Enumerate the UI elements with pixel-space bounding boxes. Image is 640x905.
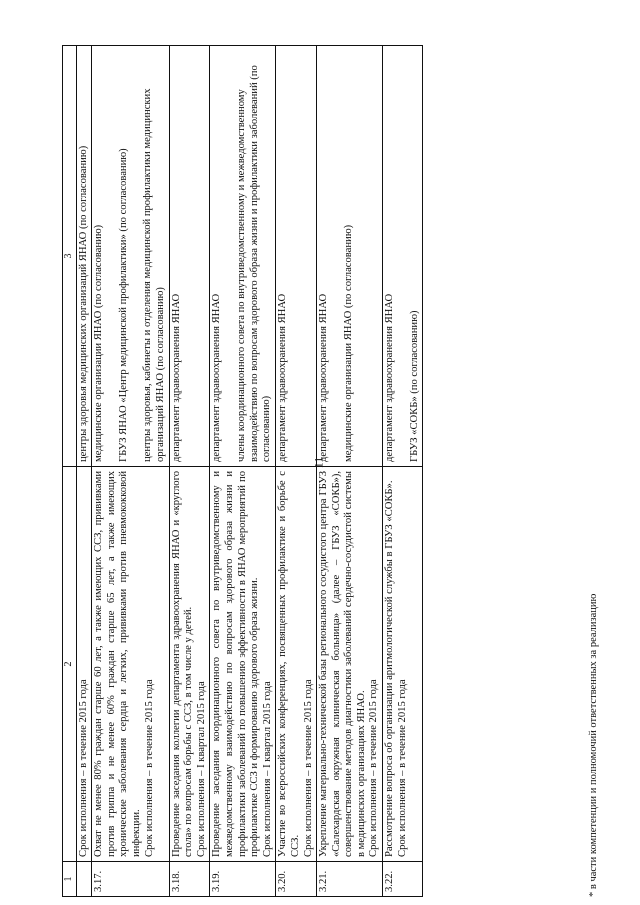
responsible-entry: центры здоровья медицинских организаций ЯНАО (по согласованию) bbox=[77, 145, 89, 462]
measure-description bbox=[76, 467, 92, 862]
page-number: 11 bbox=[311, 456, 326, 469]
table-row bbox=[169, 46, 210, 897]
spacer bbox=[331, 50, 343, 462]
responsible-entry: департамент здравоохранения ЯНАО bbox=[170, 293, 182, 462]
header-col-1: 1 bbox=[63, 862, 77, 897]
responsible-entry: департамент здравоохранения ЯНАО bbox=[277, 293, 289, 462]
responsible-entry: медицинские организации ЯНАО (по согласованию) bbox=[93, 224, 105, 462]
responsible-entry: ГБУЗ ЯНАО «Центр медицинской профилактики» (по согласованию) bbox=[117, 148, 129, 462]
measure-description bbox=[169, 467, 210, 862]
responsible-parties bbox=[92, 46, 169, 467]
spacer bbox=[397, 50, 409, 462]
responsible-entry: департамент здравоохранения ЯНАО bbox=[384, 293, 396, 462]
responsible-parties bbox=[76, 46, 92, 467]
table-row bbox=[317, 46, 383, 897]
row-number: 3.19. bbox=[210, 862, 276, 897]
spacer bbox=[130, 50, 142, 462]
row-number bbox=[76, 862, 92, 897]
measure-description bbox=[210, 467, 276, 862]
table-row bbox=[210, 46, 276, 897]
description-paragraph: Участие во всероссийских конференциях, посвященных профилактике и борьбе с ССЗ. bbox=[277, 471, 301, 857]
description-paragraph: Охват не менее 80% граждан старше 60 лет, а также имеющих ССЗ, прививками против гриппа и не менее 60% граждан старше 65 лет, а также имеющих хронические заболевания сердца и легких, прививками против пневмококковой инфекции. bbox=[93, 471, 142, 857]
measures-table bbox=[62, 45, 423, 897]
table-row bbox=[92, 46, 169, 897]
spacer bbox=[106, 50, 118, 462]
table-header-row bbox=[63, 46, 77, 897]
header-col-2: 2 bbox=[63, 467, 77, 862]
responsible-parties bbox=[210, 46, 276, 467]
deadline-text: Срок исполнения – I квартал 2015 года bbox=[195, 681, 207, 857]
row-number: 3.17. bbox=[92, 862, 169, 897]
description-paragraph: Срок исполнения – в течение 2015 года bbox=[77, 679, 89, 857]
table-row bbox=[76, 46, 92, 897]
spacer bbox=[224, 50, 236, 462]
header-col-3: 3 bbox=[63, 46, 77, 467]
row-number: 3.18. bbox=[169, 862, 210, 897]
responsible-entry: департамент здравоохранения ЯНАО bbox=[211, 293, 223, 462]
measure-description bbox=[276, 467, 317, 862]
responsible-entry: департамент здравоохранения ЯНАО bbox=[318, 293, 330, 462]
description-paragraph: Рассмотрение вопроса об организации аритмологической службы в ГБУЗ «СОКБ». bbox=[384, 480, 396, 857]
footnote: * в части компетенции и полномочий ответственных за реализацию bbox=[588, 593, 599, 897]
deadline-text: Срок исполнения – в течение 2015 года bbox=[143, 679, 155, 857]
responsible-entry: ГБУЗ «СОКБ» (по согласованию) bbox=[408, 310, 420, 462]
measure-description bbox=[92, 467, 169, 862]
responsible-entry: медицинские организации ЯНАО (по согласованию) bbox=[342, 224, 354, 462]
deadline-text: Срок исполнения – в течение 2015 года bbox=[302, 679, 314, 857]
row-number: 3.21. bbox=[317, 862, 383, 897]
description-paragraph: Проведение заседания коллегии департамента здравоохранения ЯНАО и «круглого стола» по вопросам борьбы с ССЗ, в том числе у детей. bbox=[170, 471, 195, 857]
description-paragraph: Проведение заседания координационного совета по внутриведомственному и межведомственному взаимодействию по вопросам здорового образа жизни и профилактики заболеваний по повышению эффективности в ЯНАО мероприятий по профилактике ССЗ и формированию здорового образа жизни. bbox=[211, 471, 261, 857]
deadline-text: Срок исполнения – I квартал 2015 года bbox=[261, 681, 273, 857]
description-paragraph: Укрепление материально-технической базы регионального сосудистого центра ГБУЗ «Салехардская окружная клиническая больница» (далее – ГБУЗ «СОКБ»), совершенствование методов диагностики заболеваний сердечно-сосудистой системы в медицинских организациях ЯНАО. bbox=[318, 471, 367, 857]
deadline-text: Срок исполнения – в течение 2015 года bbox=[368, 679, 380, 857]
table-row bbox=[383, 46, 423, 897]
row-number: 3.20. bbox=[276, 862, 317, 897]
responsible-parties bbox=[169, 46, 210, 467]
deadline-text: Срок исполнения – в течение 2015 года bbox=[396, 679, 408, 857]
responsible-entry: члены координационного совета по внутриведомственному и межведомственному взаимодействию по вопросам здорового образа жизни и профилактики заболеваний (по согласованию) bbox=[235, 65, 273, 462]
responsible-entry: центры здоровья, кабинеты и отделения медицинской профилактики медицинских организаций ЯНАО (по согласованию) bbox=[142, 88, 166, 462]
responsible-parties bbox=[317, 46, 383, 467]
responsible-parties bbox=[383, 46, 423, 467]
table-row bbox=[276, 46, 317, 897]
measure-description bbox=[383, 467, 423, 862]
row-number: 3.22. bbox=[383, 862, 423, 897]
responsible-parties bbox=[276, 46, 317, 467]
measure-description bbox=[317, 467, 383, 862]
